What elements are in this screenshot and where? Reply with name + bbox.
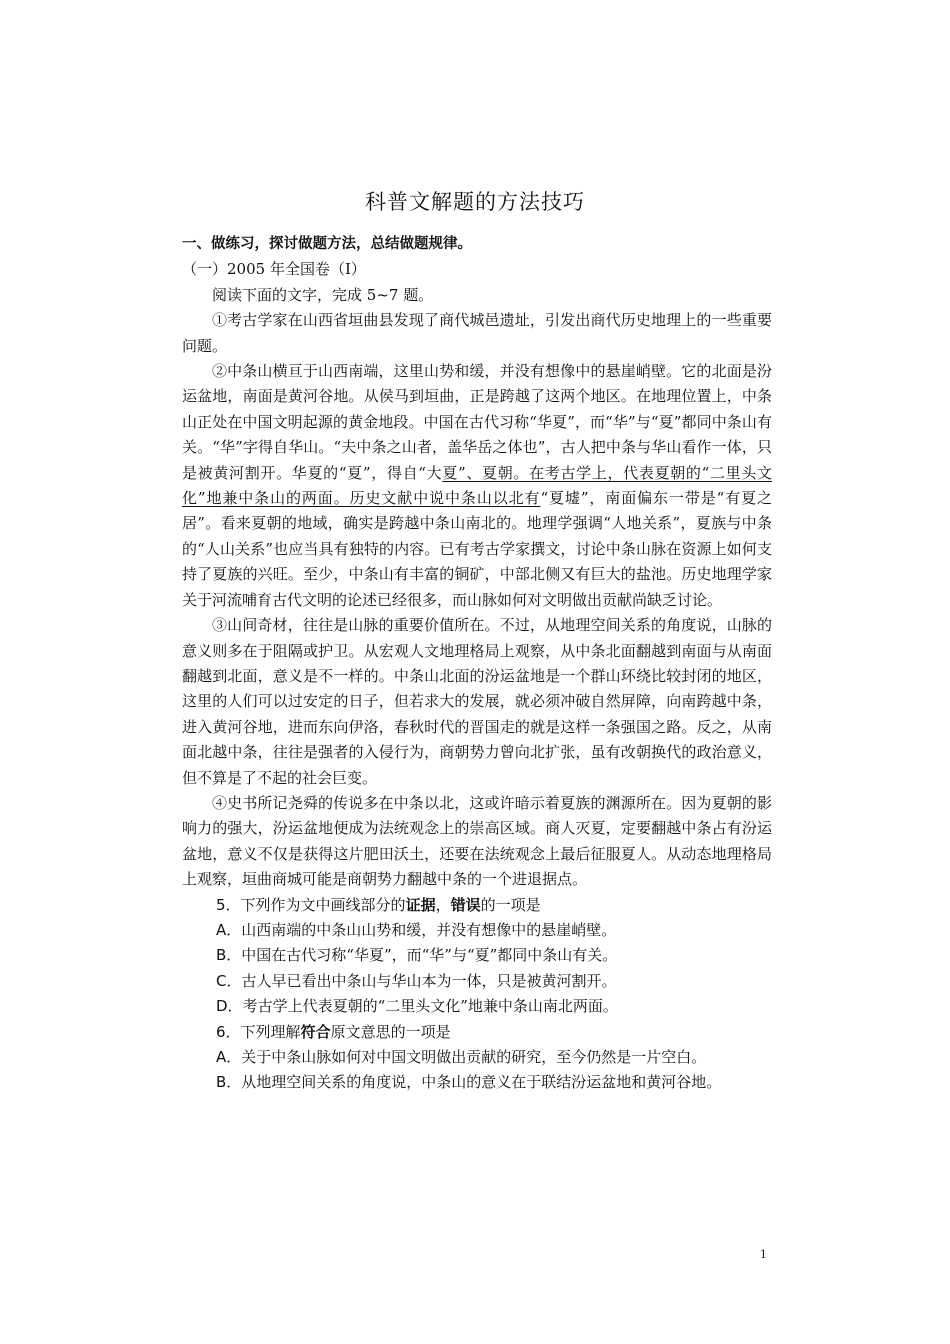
option-5d <box>182 994 772 1019</box>
question-stem: 下列作为文中画线部分的 <box>240 895 406 914</box>
option-label: C． <box>216 971 242 990</box>
question-6 <box>182 1020 772 1045</box>
option-label: B． <box>216 1073 242 1092</box>
question-stem: ， <box>435 895 451 914</box>
option-text: 山西南端的中条山山势和缓，并没有想像中的悬崖峭壁。 <box>241 920 617 939</box>
question-5 <box>182 893 772 918</box>
option-6a <box>182 1045 772 1070</box>
page-title: 科普文解题的方法技巧 <box>365 190 585 214</box>
option-label: A． <box>216 920 242 939</box>
option-5b <box>182 943 772 968</box>
option-text: 古人早已看出中条山与华山本为一体，只是被黄河割开。 <box>241 971 617 990</box>
question-stem: 的一项是 <box>480 895 541 914</box>
option-6b <box>182 1070 772 1095</box>
option-5a <box>182 918 772 943</box>
option-text: 关于中条山脉如何对中国文明做出贡献的研究，至今仍然是一片空白。 <box>241 1048 707 1066</box>
subsection-heading: （一）2005 年全国卷（Ⅰ） <box>182 260 366 279</box>
emphasis: 证据 <box>405 895 436 914</box>
option-label: B． <box>216 946 242 965</box>
option-text: 中国在古代习称“华夏”，而“华”与“夏”都同中条山有关。 <box>241 946 618 965</box>
question-number: 5． <box>216 895 241 914</box>
paragraph-2-text-b: “夏墟”，南面偏东一带是“有夏之居”。看来夏朝的地域，确实是跨越中条山南北的。地理学强调“人地关系”，夏族与中条的“人山关系”也应当具有独特的内容。已有考古学家撰文，讨论中条山脉在资源上如何支持了夏族的兴旺。至少，中条山有丰富的铜矿，中部北侧又有巨大的盐池。历史地理学家关于河流哺育古代文明的论述已经很多，而山脉如何对文明做出贡献尚缺乏讨论。 <box>182 489 773 609</box>
emphasis: 符合 <box>300 1022 331 1041</box>
option-label: A． <box>216 1048 242 1066</box>
question-stem: 下列理解 <box>240 1022 301 1041</box>
passage-paragraph-3: ③山间奇材，往往是山脉的重要价值所在。不过，从地理空间关系的角度说，山脉的意义则多在于阻隔或护卫。从宏观人文地理格局上观察，从中条北面翻越到南面与从南面翻越到北面，意义是不一样的。中条山北面的汾运盆地是一个群山环绕比较封闭的地区，这里的人们可以过安定的日子，但若求大的发展，就必须冲破自然屏障，向南跨越中条，进入黄河谷地，进而东向伊洛，春秋时代的晋国走的就是这样一条强国之路。反之，从南面北越中条，往往是强者的入侵行为，商朝势力曾向北扩张，虽有改朝换代的政治意义，但不算是了不起的社会巨变。 <box>182 616 772 787</box>
option-text: 从地理空间关系的角度说，中条山的意义在于联结汾运盆地和黄河谷地。 <box>241 1073 722 1092</box>
question-number: 6． <box>216 1022 241 1041</box>
paragraph-2-text-a: ②中条山横亘于山西南端，这里山势和缓，并没有想像中的悬崖峭壁。它的北面是汾运盆地，南面是黄河谷地。从侯马到垣曲，正是跨越了这两个地区。在地理位置上，中条山正处在中国文明起源的黄金地段。中国在古代习称“华夏”，而“华”与“夏”都同中条山有关。“华”字得自华山。“夫中条之山者，盖华岳之体也”，古人把中条与华山看作一体，只是被黄河割开。华夏的“夏”，得自“大 <box>182 362 772 482</box>
underlined-passage: 夏”、夏朝。在考古学上，代表夏朝的“二里头文化”地兼中条山的两面。历史文献中说中条山以北有 <box>182 463 772 508</box>
question-stem: 原文意思的一项是 <box>330 1022 451 1041</box>
page-number: 1 <box>760 1246 767 1261</box>
option-5c <box>182 969 772 994</box>
document-body <box>182 232 772 1096</box>
section-heading: 一、做练习，探讨做题方法，总结做题规律。 <box>182 236 472 252</box>
instruction: 阅读下面的文字，完成 5~7 题。 <box>212 285 434 304</box>
passage-paragraph-2 <box>182 359 772 613</box>
passage-paragraph-4: ④史书所记尧舜的传说多在中条以北，这或许暗示着夏族的渊源所在。因为夏朝的影响力的强大，汾运盆地便成为法统观念上的崇高区域。商人灭夏，定要翻越中条占有汾运盆地，意义不仅是获得这片肥田沃土，还要在法统观念上最后征服夏人。从动态地理格局上观察，垣曲商城可能是商朝势力翻越中条的一个进退据点。 <box>182 793 772 889</box>
emphasis: 错误 <box>450 895 481 914</box>
option-label: D． <box>216 997 243 1016</box>
passage-paragraph-1: ①考古学家在山西省垣曲县发现了商代城邑遗址，引发出商代历史地理上的一些重要问题。 <box>182 311 772 355</box>
option-text: 考古学上代表夏朝的“二里头文化”地兼中条山南北两面。 <box>242 997 618 1016</box>
